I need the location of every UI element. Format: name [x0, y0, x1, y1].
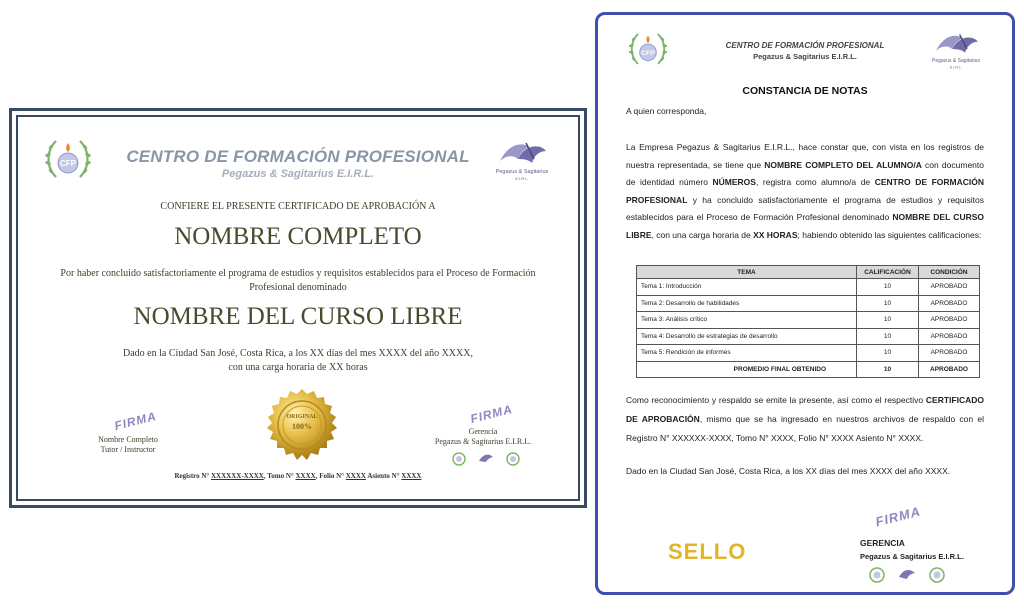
cell-tema: Tema 3: Análisis crítico	[637, 312, 857, 329]
certificate-registry-line: Registro N° XXXXXX-XXXX, Tomo N° XXXX, Folio N° XXXX Asiento N° XXXX	[174, 472, 422, 480]
cell-calificacion: 10	[857, 312, 919, 329]
cell-promedio-condicion: APROBADO	[919, 361, 980, 378]
gold-seal-icon	[263, 388, 341, 466]
cell-calificacion: 10	[857, 345, 919, 362]
cell-tema: Tema 2: Desarrollo de habilidades	[637, 295, 857, 312]
cell-condicion: APROBADO	[919, 295, 980, 312]
constancia-org-subtitle: Pegazus & Sagitarius E.I.R.L.	[753, 52, 857, 61]
certificate-course-name: NOMBRE DEL CURSO LIBRE	[133, 303, 463, 330]
certificate	[9, 108, 587, 508]
body-institution: CENTRO DE FORMACIÓN PROFESIONAL	[626, 177, 984, 205]
cfp-logo-text: CFP	[641, 49, 655, 57]
table-row	[637, 295, 980, 312]
registro-value: XXXXXX-XXXX	[210, 472, 264, 480]
signer-right-title: Gerencia	[468, 427, 498, 436]
grades-table	[636, 265, 980, 378]
table-row	[637, 328, 980, 345]
tomo-value: XXXX	[295, 472, 316, 480]
folio-value: XXXX	[345, 472, 366, 480]
body-hours: XX HORAS	[753, 229, 798, 240]
signer-left-block	[78, 435, 178, 455]
signature-gerencia: FIRMA	[873, 503, 923, 530]
certificate-date-text	[58, 347, 538, 375]
pegazus-logo-text: Pegazus & Sagitarius	[495, 169, 549, 175]
cell-condicion: APROBADO	[919, 312, 980, 329]
table-row-promedio	[637, 361, 980, 378]
pegazus-logo-text: Pegazus & Sagitarius	[932, 57, 980, 64]
cell-tema: Tema 4: Desarrollo de estrategias de desarrollo	[637, 328, 857, 345]
recon-certificate: CERTIFICADO DE APROBACIÓN	[626, 395, 984, 424]
cell-condicion: APROBADO	[919, 279, 980, 296]
gerencia-company: Pegazus & Sagitarius E.I.R.L.	[860, 552, 964, 561]
cell-promedio-label: PROMEDIO FINAL OBTENIDO	[637, 361, 857, 378]
certificate-org-header	[18, 147, 578, 180]
certificate-description: Por haber concluido satisfactoriamente el programa de estudios y requisitos establecidos para el Proceso de Formación Profesional denominado	[60, 268, 536, 293]
certificate-date-line-1: Dado en la Ciudad San José, Costa Rica, a los XX días del mes XXXX del año XXXX,	[123, 348, 473, 359]
signature-right: FIRMA	[468, 402, 515, 426]
constancia-document	[595, 12, 1015, 595]
constancia-body-paragraph	[626, 139, 984, 244]
pegazus-logo-subtext: E.I.R.L.	[515, 176, 529, 181]
constancia-date-text: Dado en la Ciudad San José, Costa Rica, a los XX días del mes XXXX del año XXXX.	[626, 466, 951, 476]
recon-text: , mismo que se ha ingresado en nuestros archivos de respaldo con el Registro N° XXXXXX-XXXX, Tomo N° XXXX, Folio N° XXXX Asiento N° XXXX.	[626, 414, 984, 443]
signer-right-company: Pegazus & Sagitarius E.I.R.L.	[434, 437, 532, 446]
body-course-name: NOMBRE DEL CURSO LIBRE	[626, 212, 985, 240]
cell-calificacion: 10	[857, 328, 919, 345]
cell-calificacion: 10	[857, 279, 919, 296]
cell-condicion: APROBADO	[919, 345, 980, 362]
certificate-confiere-text: CONFIERE EL PRESENTE CERTIFICADO DE APROBACIÓN A	[160, 201, 436, 212]
seal-text-top: ORIGINAL	[286, 414, 318, 420]
body-text: ; habiendo obtenido las siguientes calificaciones:	[797, 229, 982, 240]
gerencia-title: GERENCIA	[860, 538, 905, 548]
table-row	[637, 312, 980, 329]
body-text: y ha concluido satisfactoriamente el programa de estudios y requisitos establecidos para el Proceso de Formación Profesional denominado	[626, 194, 984, 222]
grades-table-header-row	[637, 266, 980, 279]
cell-promedio-value: 10	[857, 361, 919, 378]
certificate-inner-frame	[16, 115, 580, 501]
signer-left-name: Nombre Completo	[98, 435, 158, 444]
constancia-org-name: CENTRO DE FORMACIÓN PROFESIONAL	[725, 41, 885, 50]
body-text: La Empresa Pegazus & Sagitarius E.I.R.L., hace constar que, con vista en los registros de nuestra representada, se tiene que	[626, 142, 984, 170]
certificate-org-name: CENTRO DE FORMACIÓN PROFESIONAL	[126, 147, 470, 166]
constancia-recognition-paragraph	[626, 391, 984, 448]
tomo-label: Tomo N°	[267, 472, 294, 480]
body-text: , con una carga horaria de	[651, 229, 754, 240]
registro-label: Registro N°	[174, 472, 210, 480]
col-header-condicion: CONDICIÓN	[919, 266, 980, 279]
body-text: , registra como alumno/a de	[755, 177, 875, 187]
mini-logos-icon	[868, 566, 946, 584]
signature-left: FIRMA	[112, 409, 159, 433]
body-student-name: NOMBRE COMPLETO DEL ALUMNO/A	[764, 159, 922, 170]
signer-right-block	[418, 427, 548, 447]
certificate-date-line-2: con una carga horaria de XX horas	[228, 362, 368, 373]
stamp-placeholder: SELLO	[668, 539, 747, 564]
constancia-greeting: A quien corresponda,	[626, 106, 707, 116]
asiento-label: Asiento N°	[367, 472, 400, 480]
asiento-value: XXXX	[401, 472, 422, 480]
recon-text: Como reconocimiento y respaldo se emite la presente, así como el respectivo	[626, 395, 926, 405]
cell-calificacion: 10	[857, 295, 919, 312]
table-row	[637, 345, 980, 362]
constancia-title: CONSTANCIA DE NOTAS	[742, 85, 868, 97]
col-header-tema: TEMA	[637, 266, 857, 279]
pegazus-sagitarius-logo-icon	[926, 29, 986, 71]
signer-left-role: Tutor / Instructor	[100, 445, 156, 454]
col-header-calificacion: CALIFICACIÓN	[857, 266, 919, 279]
cell-condicion: APROBADO	[919, 328, 980, 345]
cell-tema: Tema 1: Introducción	[637, 279, 857, 296]
certificate-org-subtitle: Pegazus & Sagitarius E.I.R.L.	[221, 168, 375, 180]
pegazus-logo-subtext: E.I.R.L.	[949, 65, 963, 70]
body-text: con documento de identidad número	[626, 159, 984, 187]
cell-tema: Tema 5: Rendición de informes	[637, 345, 857, 362]
folio-label: Folio N°	[319, 472, 344, 480]
certificate-recipient-name: NOMBRE COMPLETO	[174, 223, 422, 250]
mini-logos-icon	[451, 451, 521, 467]
seal-text-mid: 100%	[292, 422, 312, 431]
cfp-logo-text: CFP	[60, 159, 76, 168]
body-id-number: NÚMEROS	[712, 177, 756, 187]
table-row	[637, 279, 980, 296]
